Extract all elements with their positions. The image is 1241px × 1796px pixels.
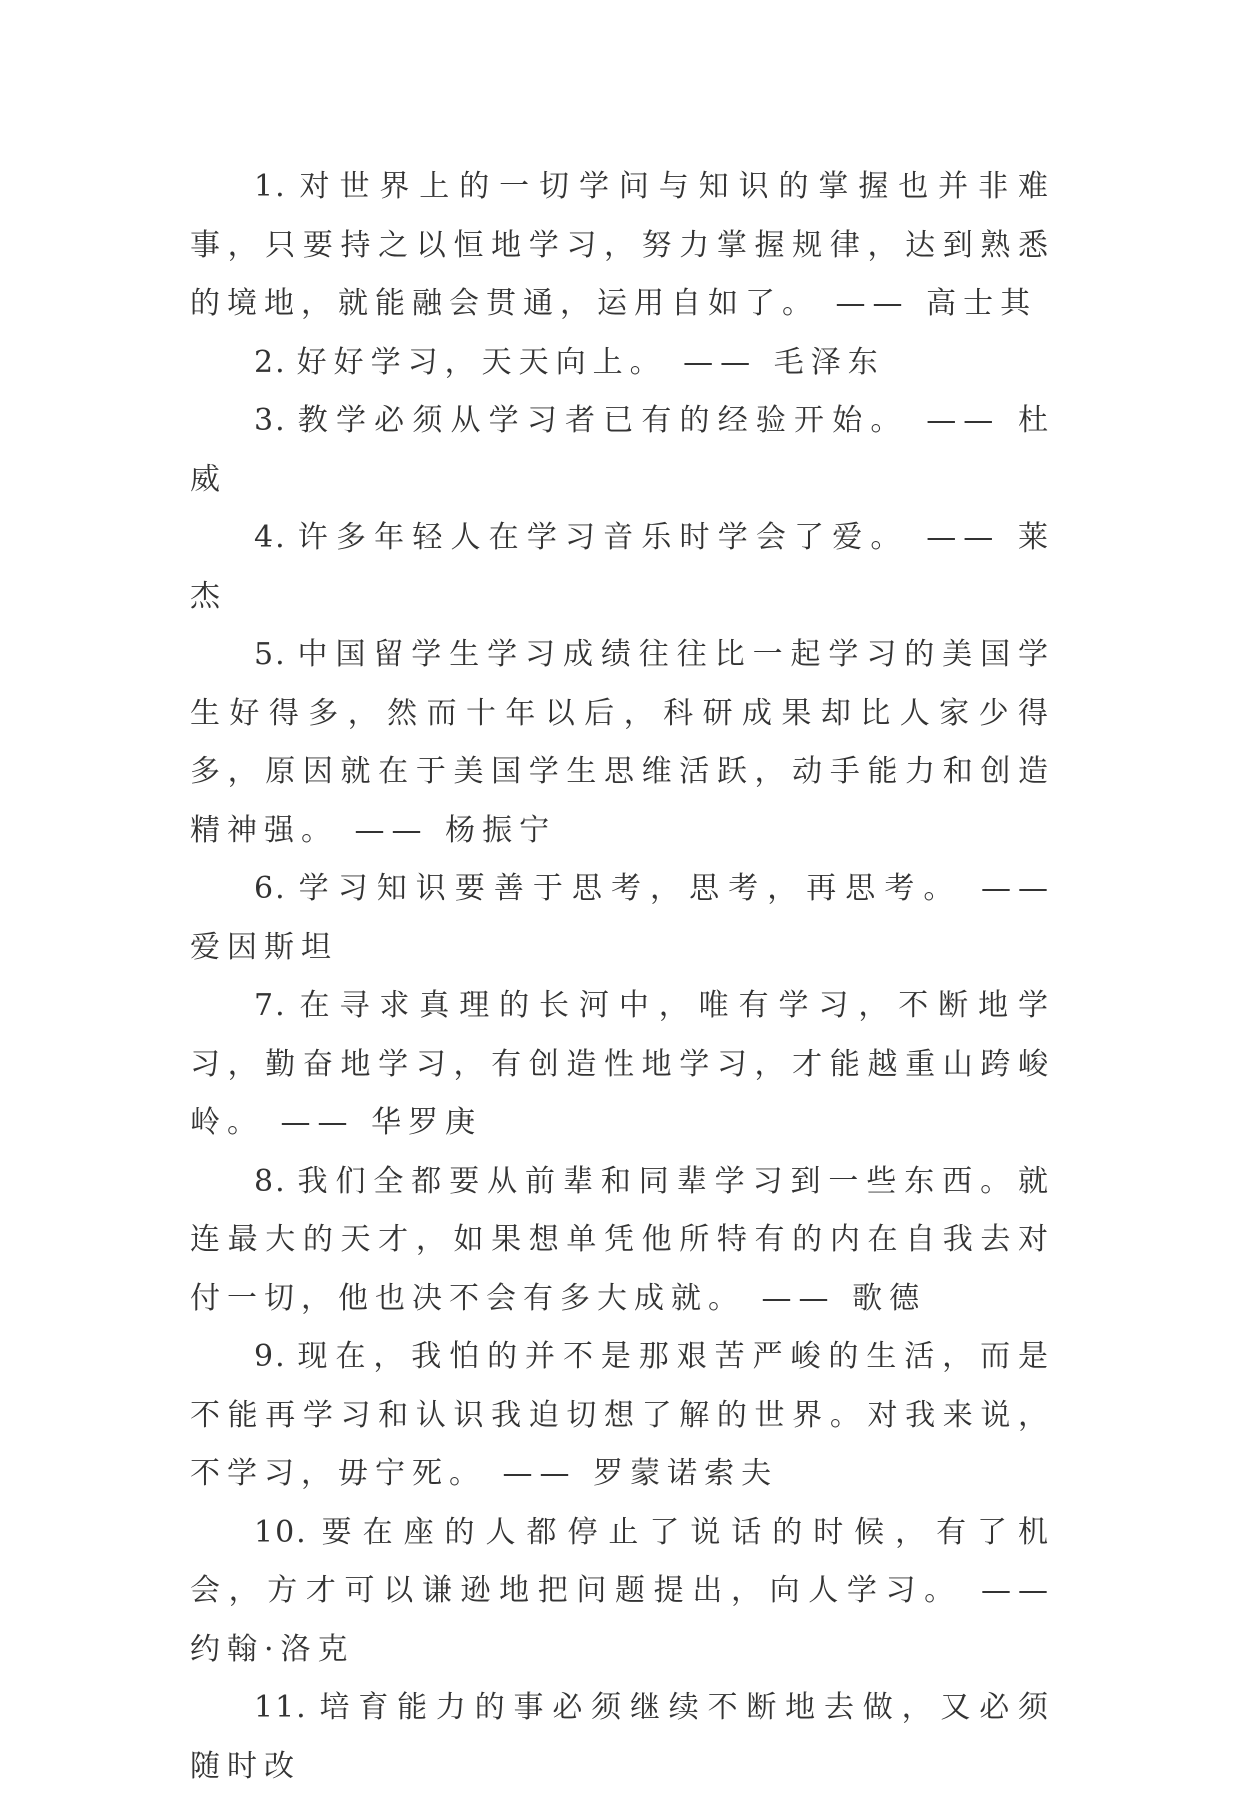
quote-number: 10.: [254, 1514, 308, 1550]
quote-paragraph: [190, 1504, 1055, 1680]
quote-paragraph: [190, 977, 1055, 1153]
quote-number: 3.: [254, 403, 287, 438]
quote-paragraph: [190, 1328, 1055, 1504]
quote-number: 7.: [254, 988, 287, 1023]
quote-text: 对世界上的一切学问与知识的掌握也并非难事，只要持之以恒地学习，努力掌握规律，达到熟悉的境地，就能融会贯通，运用自如了。 —— 高士其: [190, 169, 1055, 321]
quote-list: [190, 158, 1055, 1796]
quote-number: 4.: [254, 520, 287, 555]
quote-text: 好好学习，天天向上。 —— 毛泽东: [296, 344, 885, 380]
quote-text: 要在座的人都停止了说话的时候，有了机会，方才可以谦逊地把问题提出，向人学习。 —— 约翰·洛克: [190, 1514, 1055, 1667]
quote-paragraph: [190, 626, 1055, 860]
quote-number: 6.: [254, 871, 287, 906]
quote-paragraph: [190, 860, 1055, 977]
quote-text: 中国留学生学习成绩往往比一起学习的美国学生好得多，然而十年以后，科研成果却比人家少得多，原因就在于美国学生思维活跃，动手能力和创造精神强。 —— 杨振宁: [190, 637, 1055, 848]
quote-paragraph: [190, 1153, 1055, 1329]
quote-number: 9.: [254, 1339, 287, 1374]
quote-paragraph: [190, 392, 1055, 509]
quote-text: 学习知识要善于思考，思考，再思考。 —— 爱因斯坦: [190, 871, 1055, 965]
quote-number: 1.: [254, 169, 287, 204]
quote-number: 8.: [254, 1163, 287, 1199]
quote-paragraph: [190, 158, 1055, 334]
quote-text: 现在，我怕的并不是那艰苦严峻的生活，而是不能再学习和认识我迫切想了解的世界。对我来说，不学习，毋宁死。 —— 罗蒙诺索夫: [190, 1339, 1055, 1491]
quote-text: 我们全都要从前辈和同辈学习到一些东西。就连最大的天才，如果想单凭他所特有的内在自我去对付一切，他也决不会有多大成就。 —— 歌德: [190, 1163, 1055, 1316]
quote-number: 5.: [254, 637, 287, 672]
quote-text: 培育能力的事必须继续不断地去做，又必须随时改: [190, 1690, 1055, 1784]
quote-number: 11.: [254, 1690, 308, 1725]
quote-number: 2.: [254, 344, 287, 380]
quote-text: 许多年轻人在学习音乐时学会了爱。 —— 莱杰: [190, 520, 1055, 614]
quote-paragraph: [190, 1679, 1055, 1796]
quote-text: 教学必须从学习者已有的经验开始。 —— 杜威: [190, 403, 1055, 497]
quote-text: 在寻求真理的长河中，唯有学习，不断地学习，勤奋地学习，有创造性地学习，才能越重山跨峻岭。 —— 华罗庚: [190, 988, 1055, 1140]
quote-paragraph: [190, 334, 1055, 393]
quote-paragraph: [190, 509, 1055, 626]
